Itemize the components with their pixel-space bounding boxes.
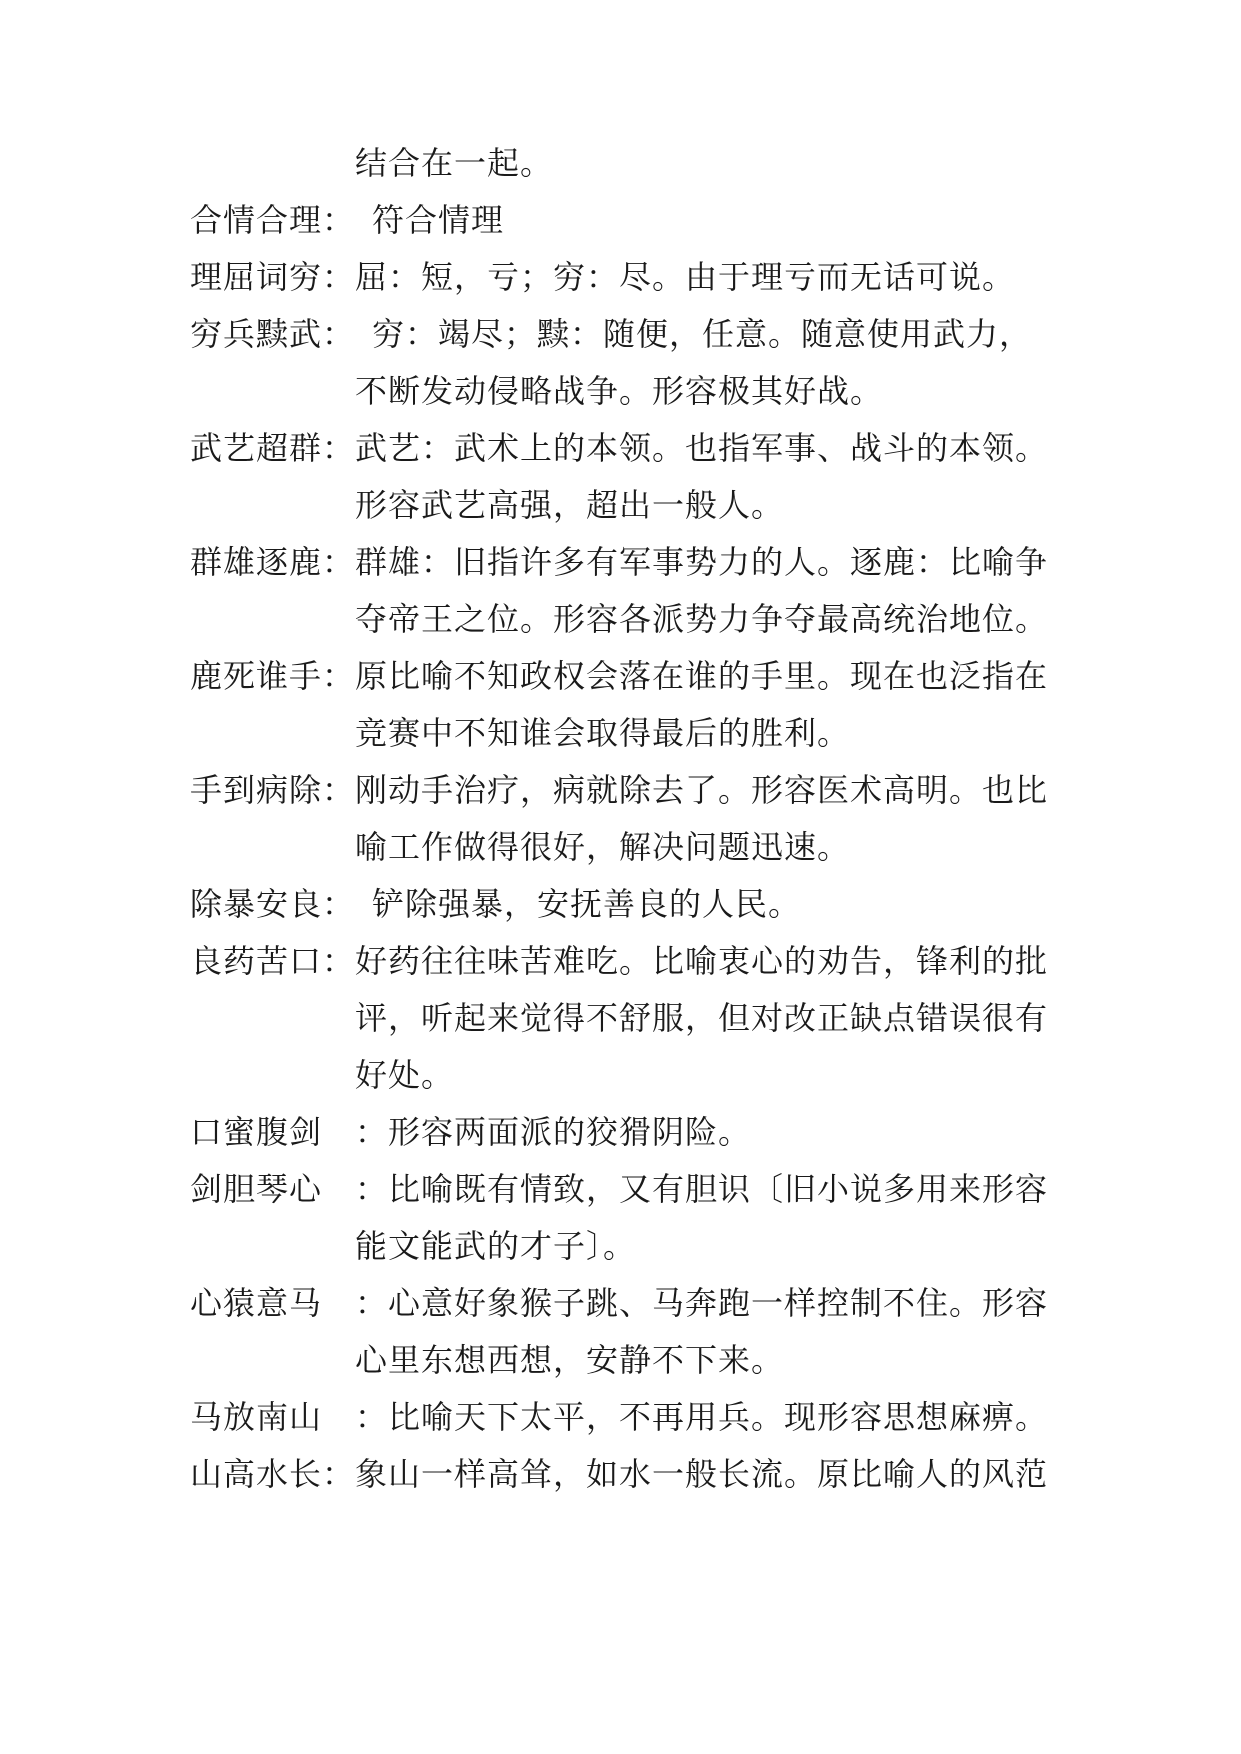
definition-text: 好处。 bbox=[355, 1056, 455, 1094]
idiom-term: 心猿意马 bbox=[190, 1284, 323, 1322]
definition-text: 武艺：武术上的本领。也指军事、战斗的本领。 bbox=[355, 429, 1049, 467]
entry-continuation-line bbox=[355, 1340, 784, 1380]
definition-text: ：形容两面派的狡猾阴险。 bbox=[355, 1113, 752, 1151]
definition-text: 好药往往味苦难吃。比喻衷心的劝告，锋利的批 bbox=[355, 942, 1049, 980]
definition-text: 结合在一起。 bbox=[355, 144, 554, 182]
entry-line bbox=[190, 656, 1048, 696]
entry-continuation-line bbox=[355, 143, 553, 183]
entry-line bbox=[190, 428, 1048, 468]
definition-text: 不断发动侵略战争。形容极其好战。 bbox=[355, 372, 884, 410]
idiom-term: 群雄逐鹿： bbox=[190, 543, 356, 581]
idiom-term: 鹿死谁手： bbox=[190, 657, 356, 695]
entry-continuation-line bbox=[355, 1226, 636, 1266]
idiom-term: 良药苦口： bbox=[190, 942, 356, 980]
definition-text: 铲除强暴，安抚善良的人民。 bbox=[339, 885, 802, 923]
definition-text: 夺帝王之位。形容各派势力争夺最高统治地位。 bbox=[355, 600, 1049, 638]
definition-text: 竞赛中不知谁会取得最后的胜利。 bbox=[355, 714, 851, 752]
idiom-term: 穷兵黩武： bbox=[190, 315, 340, 353]
entry-line bbox=[190, 542, 1048, 582]
entry-line bbox=[190, 314, 1032, 354]
definition-text: 刚动手治疗，病就除去了。形容医术高明。也比 bbox=[355, 771, 1049, 809]
idiom-term: 除暴安良： bbox=[190, 885, 340, 923]
entry-continuation-line bbox=[355, 998, 1048, 1038]
entry-line bbox=[190, 200, 504, 240]
entry-line bbox=[190, 1169, 1048, 1209]
entry-continuation-line bbox=[355, 1055, 454, 1095]
idiom-term: 手到病除： bbox=[190, 771, 356, 809]
definition-text: 喻工作做得很好，解决问题迅速。 bbox=[355, 828, 851, 866]
definition-text: 屈：短，亏；穷：尽。由于理亏而无话可说。 bbox=[355, 258, 1016, 296]
definition-text: 象山一样高耸，如水一般长流。原比喻人的风范 bbox=[355, 1455, 1049, 1493]
idiom-term: 理屈词穷： bbox=[190, 258, 356, 296]
idiom-term: 马放南山 bbox=[190, 1398, 323, 1436]
entry-continuation-line bbox=[355, 827, 850, 867]
idiom-term: 合情合理： bbox=[190, 201, 340, 239]
idiom-term: 口蜜腹剑 bbox=[190, 1113, 323, 1151]
entry-continuation-line bbox=[355, 599, 1048, 639]
entry-continuation-line bbox=[355, 371, 883, 411]
idiom-term: 剑胆琴心 bbox=[190, 1170, 323, 1208]
entry-line bbox=[190, 1112, 751, 1152]
definition-text: 形容武艺高强，超出一般人。 bbox=[355, 486, 785, 524]
entry-line bbox=[190, 770, 1048, 810]
definition-text: 穷：竭尽；黩：随便，任意。随意使用武力， bbox=[339, 315, 1033, 353]
definition-text: 能文能武的才子〕。 bbox=[355, 1227, 637, 1265]
definition-text: ：比喻天下太平，不再用兵。现形容思想麻痹。 bbox=[355, 1398, 1049, 1436]
entry-line bbox=[190, 884, 801, 924]
entry-line bbox=[190, 1397, 1048, 1437]
definition-text: 群雄：旧指许多有军事势力的人。逐鹿：比喻争 bbox=[355, 543, 1049, 581]
definition-text: 评，听起来觉得不舒服，但对改正缺点错误很有 bbox=[355, 999, 1049, 1037]
idiom-term: 武艺超群： bbox=[190, 429, 356, 467]
entry-line bbox=[190, 257, 1015, 297]
definition-text: ：比喻既有情致，又有胆识〔旧小说多用来形容 bbox=[355, 1170, 1049, 1208]
definition-text: ：心意好象猴子跳、马奔跑一样控制不住。形容 bbox=[355, 1284, 1049, 1322]
entry-line bbox=[190, 941, 1048, 981]
definition-text: 原比喻不知政权会落在谁的手里。现在也泛指在 bbox=[355, 657, 1049, 695]
entry-continuation-line bbox=[355, 485, 784, 525]
definition-text: 心里东想西想，安静不下来。 bbox=[355, 1341, 785, 1379]
entry-line bbox=[190, 1283, 1048, 1323]
entry-continuation-line bbox=[355, 713, 850, 753]
definition-text: 符合情理 bbox=[339, 201, 505, 239]
idiom-term: 山高水长： bbox=[190, 1455, 356, 1493]
entry-line bbox=[190, 1454, 1048, 1494]
